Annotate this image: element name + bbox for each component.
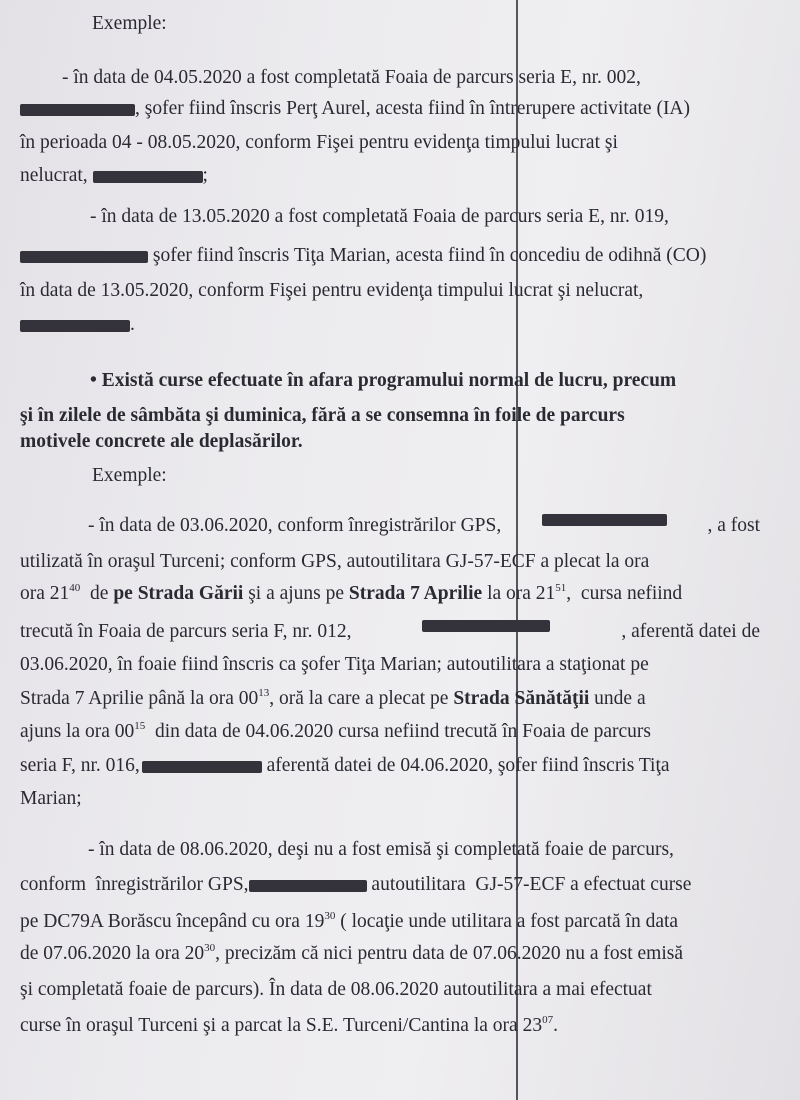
ex1-line7-b: din data de 04.06.2020 cursa nefiind trecută în Foaia de parcurs	[145, 721, 652, 742]
para2-line2-text: şofer fiind înscris Tiţa Marian, acesta fiind în concediu de odihnă (CO)	[148, 245, 707, 266]
para2-line4-end: .	[130, 314, 135, 335]
ex1-line1-a: - în data de 03.06.2020, conform înregistrărilor GPS,	[88, 515, 502, 536]
redaction-mark	[542, 514, 667, 526]
redaction-mark	[142, 761, 262, 773]
ex1-line8-b: aferentă datei de 04.06.2020, şofer fiind înscris Tiţa	[261, 755, 670, 776]
superscript: 30	[204, 942, 216, 954]
ex2-line4	[20, 942, 683, 966]
ex2-line2-b: autoutilitara GJ-57-ECF a efectuat curse	[366, 874, 692, 895]
heading-top: Exemple:	[92, 13, 167, 34]
ex1-line6-a: Strada 7 Aprilie până la ora 00	[20, 688, 259, 709]
ex2-line5: şi completată foaie de parcurs). În data de 08.06.2020 autoutilitara a mai efectuat	[20, 979, 652, 1000]
para1-line4-end: ;	[202, 165, 208, 186]
ex2-line3-b: ( locaţie unde utilitara a fost parcată în data	[335, 911, 679, 932]
superscript: 15	[134, 720, 146, 732]
street-name-bold: pe Strada Gării	[113, 583, 244, 604]
para1-line1: - în data de 04.05.2020 a fost completată Foaia de parcurs seria E, nr. 002,	[62, 67, 641, 88]
para1-line3: în perioada 04 - 08.05.2020, conform Fişei pentru evidenţa timpului lucrat şi	[20, 132, 618, 153]
redaction-mark	[20, 320, 130, 332]
para1-line2	[20, 97, 760, 121]
para2-line1: - în data de 13.05.2020 a fost completată Foaia de parcurs seria E, nr. 019,	[90, 206, 669, 227]
ex1-line3-a: ora 21	[20, 583, 70, 604]
para1-line2-text: , şofer fiind înscris Perţ Aurel, acesta fiind în întrerupere activitate (IA)	[135, 98, 691, 119]
para2-line2	[20, 244, 760, 268]
bullet-line3: motivele concrete ale deplasărilor.	[20, 431, 303, 452]
street-name-bold: Strada 7 Aprilie	[348, 583, 483, 604]
ex1-line1-b: , a fost	[707, 515, 760, 536]
ex1-line7-a: ajuns la ora 00	[20, 721, 135, 742]
para1-line4	[20, 164, 208, 188]
ex1-line6-c: unde a	[589, 688, 646, 709]
ex1-line4-a: trecută în Foaia de parcurs seria F, nr. 012,	[20, 621, 352, 642]
para2-line3: în data de 13.05.2020, conform Fişei pentru evidenţa timpului lucrat şi nelucrat,	[20, 280, 644, 301]
ex2-line2-a: conform înregistrărilor GPS,	[20, 874, 249, 895]
ex2-line6	[20, 1014, 558, 1038]
heading-mid: Exemple:	[92, 465, 167, 486]
ex1-line3-b: de	[80, 583, 114, 604]
ex1-line4	[20, 620, 760, 644]
ex2-line6-b: .	[553, 1015, 558, 1036]
redaction-mark	[422, 620, 550, 632]
ex2-line2	[20, 873, 691, 897]
ex1-line4-b: , aferentă datei de	[621, 621, 760, 642]
superscript: 30	[324, 910, 336, 922]
ex2-line3	[20, 910, 678, 934]
ex1-line8-a: seria F, nr. 016,	[20, 755, 140, 776]
ex2-line6-a: curse în oraşul Turceni şi a parcat la S.E. Turceni/Cantina la ora 23	[20, 1015, 543, 1036]
street-name-bold: Strada Sănătăţii	[453, 688, 590, 709]
ex1-line6	[20, 687, 646, 711]
redaction-mark	[249, 880, 367, 892]
ex1-line6-b: , oră la care a plecat pe	[269, 688, 454, 709]
ex1-line7	[20, 720, 651, 744]
ex1-line3-d: la ora 21	[482, 583, 556, 604]
ex2-line1: - în data de 08.06.2020, deşi nu a fost emisă şi completată foaie de parcurs,	[88, 839, 674, 860]
ex1-line8	[20, 754, 670, 778]
ex1-line5: 03.06.2020, în foaie fiind înscris ca şofer Tiţa Marian; autoutilitara a staţionat pe	[20, 654, 649, 675]
ex1-line2: utilizată în oraşul Turceni; conform GPS, autoutilitara GJ-57-ECF a plecat la ora	[20, 551, 650, 572]
para1-line4-text: nelucrat,	[20, 165, 88, 186]
bullet-line1: • Există curse efectuate în afara programului normal de lucru, precum	[90, 370, 677, 391]
superscript: 40	[69, 582, 81, 594]
ex2-line4-a: de 07.06.2020 la ora 20	[20, 943, 205, 964]
bullet-line2: şi în zilele de sâmbăta şi duminica, fără a se consemna în foile de parcurs	[20, 405, 625, 426]
superscript: 13	[258, 687, 270, 699]
ex2-line3-a: pe DC79A Borăscu începând cu ora 19	[20, 911, 325, 932]
para2-line4	[20, 313, 135, 337]
redaction-mark	[20, 251, 148, 263]
ex1-line3	[20, 582, 682, 606]
redaction-mark	[93, 171, 203, 183]
redaction-mark	[20, 104, 135, 116]
ex1-line9: Marian;	[20, 788, 82, 809]
superscript: 51	[555, 582, 567, 594]
ex1-line3-c: şi a ajuns pe	[243, 583, 349, 604]
ex2-line4-b: , precizăm că nici pentru data de 07.06.2020 nu a fost emisă	[215, 943, 683, 964]
superscript: 07	[542, 1014, 554, 1026]
ex1-line3-e: , cursa nefiind	[566, 583, 683, 604]
ex1-line1	[88, 514, 760, 538]
